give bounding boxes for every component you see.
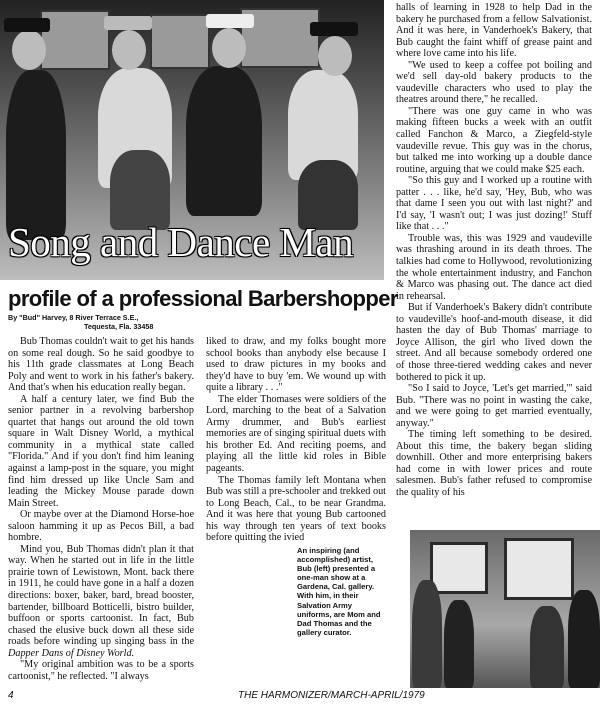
byline-author: By "Bud" Harvey, 8 River Terrace S.E.,: [8, 313, 139, 322]
paragraph: "So this guy and I worked up a routine with patter . . . like, he'd say, 'Hey, Bub, who was that dame I seen you out with last night?' and I'd say, 'I wasn't out; I was just dozing!' Stuff like that . . .": [396, 175, 592, 233]
paragraph: Trouble was, this was 1929 and vaudeville was thrashing around in its death throes. The talkies had come to Hollywood, revolutionizing the whole entertainment industry, and Fanchon & Marco was phasing out. The dance act died in rehearsal.: [396, 232, 592, 302]
paragraph-text: Mind you, Bub Thomas didn't plan it that way. When he started out in life in the little prairie town of Lewistown, Mont. back there in 1911, he could have gone in a half a dozen directions: boxer, baker, bard, bread booster, bartender, billboard Botticelli, bistro builder, buffoon or sports cartoonist. In fact, Bub chased the elusive buck down all these side roads before winding up singing bass in the: [8, 543, 194, 648]
paragraph: liked to draw, and my folks bought more school books than anybody else because I used to draw pictures in my books and they'd have to buy 'em. We wound up with quite a library . . .": [206, 336, 386, 394]
paragraph: The timing left something to be desired. About this time, the bakery began sliding downhill. Other and more enterprising bakers had come in with lower prices and route salesmen. Bub's father refused to compromise the quality of his: [396, 429, 592, 498]
paragraph: halls of learning in 1928 to help Dad in the bakery he purchased from a fellow Salvationist. And it was here, in Vanderhoek's Bakery, that Bub caught the faint whiff of grease paint and where love came into his life.: [396, 2, 592, 60]
journal-footer: THE HARMONIZER/MARCH-APRIL/1979: [238, 690, 425, 701]
paragraph: "There was one guy came in who was making fifteen bucks a week with an outfit called Fanchon & Marco, a Ziegfeld-style vaudeville revue. This guy was in the chorus, but talked me into working up a double dance routine, arguing that we could make $25 each.: [396, 105, 592, 175]
gallery-photo: [410, 530, 600, 688]
paragraph: Or maybe over at the Diamond Horse-hoe saloon hamming it up as Pecos Bill, a bad hombre.: [8, 509, 194, 544]
paragraph: "My original ambition was to be a sports cartoonist," he reflected. "I always: [8, 659, 194, 682]
paragraph: Bub Thomas couldn't wait to get his hands on some real dough. So he said goodbye to his 11th grade classmates at Long Beach Poly and went to work in his father's bakery. And that's when his education really began.: [8, 336, 194, 394]
paragraph: "We used to keep a coffee pot boiling and we'd sell day-old bakery products to the vaudeville characters who used to play the theatres around there," he recalled.: [396, 59, 592, 106]
byline-address: Tequesta, Fla. 33458: [84, 322, 154, 331]
paragraph: But if Vanderhoek's Bakery didn't contribute to vaudeville's hoof-and-mouth disease, it did hasten the day of Bub Thomas' marriage to Joyce Allison, the girl who lived down the street. And all because somebody ordered one of those three-tiered wedding cakes and never bothered to pick it up.: [396, 302, 592, 383]
quartet-name: Dapper Dans of Disney World.: [8, 647, 135, 659]
column-c: [396, 2, 592, 499]
headline: Song and Dance Man: [8, 219, 354, 265]
column-b: [206, 336, 386, 544]
quartet-photo: [0, 0, 384, 280]
page-number: 4: [8, 690, 14, 701]
photo-caption: An inspiring (and accomplished) artist, Bub (left) presented a one-man show at a Gardena, Cal. gallery. With him, in their Salvation Army uniforms, are Mom and Dad Thomas and the gallery curator.: [297, 546, 381, 637]
subtitle: profile of a professional Barbershopper: [8, 286, 398, 311]
paragraph: The Thomas family left Montana when Bub was still a pre-schooler and trekked out to Long Beach, Cal., to be near Grandma. And it was here that young Bub cartooned his way through ten years of text books before quitting the ivied: [206, 474, 386, 544]
paragraph: "So I said to Joyce, 'Let's get married,'" said Bub. "There was no point in wasting the cake, and we were going to get married eventually, anyway.": [396, 383, 592, 429]
paragraph: The elder Thomases were soldiers of the Lord, marching to the beat of a Salvation Army drummer, and Bub's earliest memories are of singing spiritual duets with his brother Ed. And reciting poems, and playing all the little kid roles in Bible pageants.: [206, 393, 386, 475]
byline: [8, 313, 153, 331]
paragraph: [8, 544, 194, 659]
column-a: [8, 336, 194, 682]
paragraph: A half a century later, we find Bub the senior partner in a revolving barbershop quartet that hangs out around the old town square in Walt Disney World, a mythical community in a mythical state called "Florida." And if you don't find him leaning against a lamp-post in the square, you might find him dressed up like Uncle Sam and leading the Mickey Mouse parade down Main Street.: [8, 393, 194, 509]
